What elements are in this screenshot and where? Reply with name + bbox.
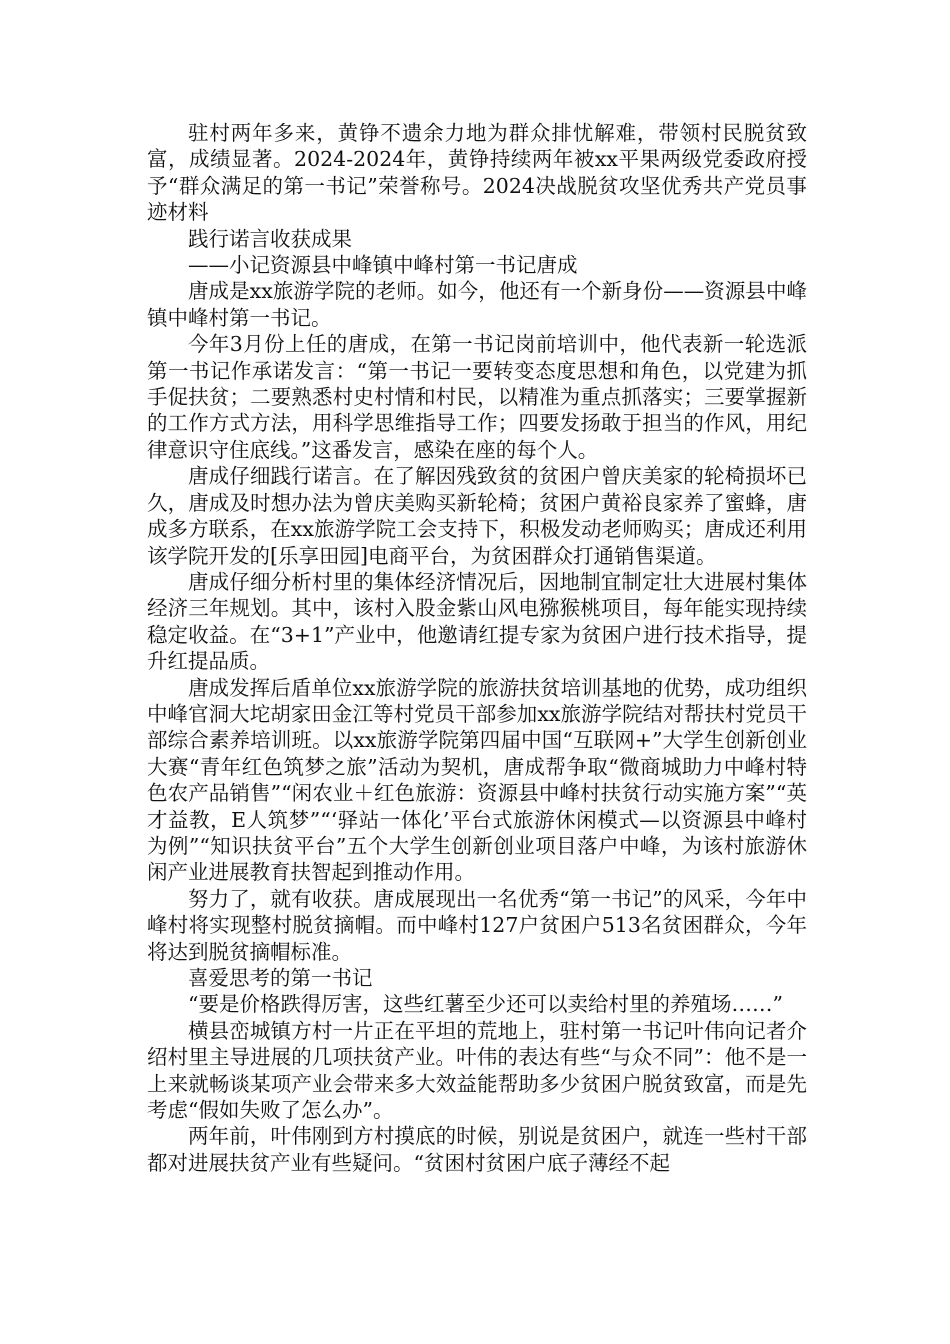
- paragraph-4: 唐成仔细践行诺言。在了解因残致贫的贫困户曾庆美家的轮椅损坏已久，唐成及时想办法为曾庆美购买新轮椅；贫困户黄裕良家养了蜜蜂，唐成多方联系，在xx旅游学院工会支持下，积极发动老师购买；唐成还利用该学院开发的[乐享田园]电商平台，为贫困群众打通销售渠道。: [147, 464, 807, 568]
- section-heading-2: 喜爱思考的第一书记: [188, 966, 373, 990]
- paragraph-6: 唐成发挥后盾单位xx旅游学院的旅游扶贫培训基地的优势，成功组织中峰官洞大坨胡家田金江等村党员干部参加xx旅游学院结对帮扶村党员干部综合素养培训班。以xx旅游学院第四届中国“互联网+”大学生创新创业大赛“青年红色筑梦之旅”活动为契机，唐成帮争取“微商城助力中峰村特色农产品销售”“闲农业＋红色旅游：资源县中峰村扶贫行动实施方案”“英才益教，E人筑梦”“‘驿站一体化’平台式旅游休闲模式—以资源县中峰村为例”“知识扶贫平台”五个大学生创新创业项目落户中峰，为该村旅游休闲产业进展教育扶智起到推动作用。: [147, 675, 807, 885]
- paragraph-3: 今年3月份上任的唐成，在第一书记岗前培训中，他代表新一轮选派第一书记作承诺发言：“第一书记一要转变态度思想和角色，以党建为抓手促扶贫；二要熟悉村史村情和村民，以精准为重点抓落实；三要掌握新的工作方式方法，用科学思维指导工作；四要发扬敢于担当的作风，用纪律意识守住底线。”这番发言，感染在座的每个人。: [147, 332, 807, 462]
- paragraph-1: 驻村两年多来，黄铮不遗余力地为群众排忧解难，带领村民脱贫致富，成绩显著。2024-2024年，黄铮持续两年被xx平果两级党委政府授予“群众满足的第一书记”荣誉称号。2024决战脱贫攻坚优秀共产党员事迹材料: [147, 121, 807, 225]
- paragraph-7: 努力了，就有收获。唐成展现出一名优秀“第一书记”的风采，今年中峰村将实现整村脱贫摘帽。而中峰村127户贫困户513名贫困群众，今年将达到脱贫摘帽标准。: [147, 886, 807, 964]
- section-subheading-1: ——小记资源县中峰镇中峰村第一书记唐成: [188, 253, 578, 278]
- paragraph-10: 两年前，叶伟刚到方村摸底的时候，别说是贫困户，就连一些村干部都对进展扶贫产业有些疑问。“贫困村贫困户底子薄经不起: [147, 1124, 807, 1175]
- section-heading-1: 践行诺言收获成果: [188, 226, 352, 251]
- paragraph-5: 唐成仔细分析村里的集体经济情况后，因地制宜制定壮大进展村集体经济三年规划。其中，该村入股金紫山风电猕猴桃项目，每年能实现持续稳定收益。在“3+1”产业中，他邀请红提专家为贫困户进行技术指导，提升红提品质。: [147, 569, 807, 674]
- paragraph-8: “要是价格跌得厉害，这些红薯至少还可以卖给村里的养殖场……”: [188, 992, 783, 1017]
- paragraph-9: 横县峦城镇方村一片正在平坦的荒地上，驻村第一书记叶伟向记者介绍村里主导进展的几项扶贫产业。叶伟的表达有些“与众不同”：他不是一上来就畅谈某项产业会带来多大效益能帮助多少贫困户脱贫致富，而是先考虑“假如失败了怎么办”。: [147, 1018, 807, 1123]
- paragraph-2: 唐成是xx旅游学院的老师。如今，他还有一个新身份——资源县中峰镇中峰村第一书记。: [147, 279, 807, 330]
- document-body: [147, 120, 807, 1176]
